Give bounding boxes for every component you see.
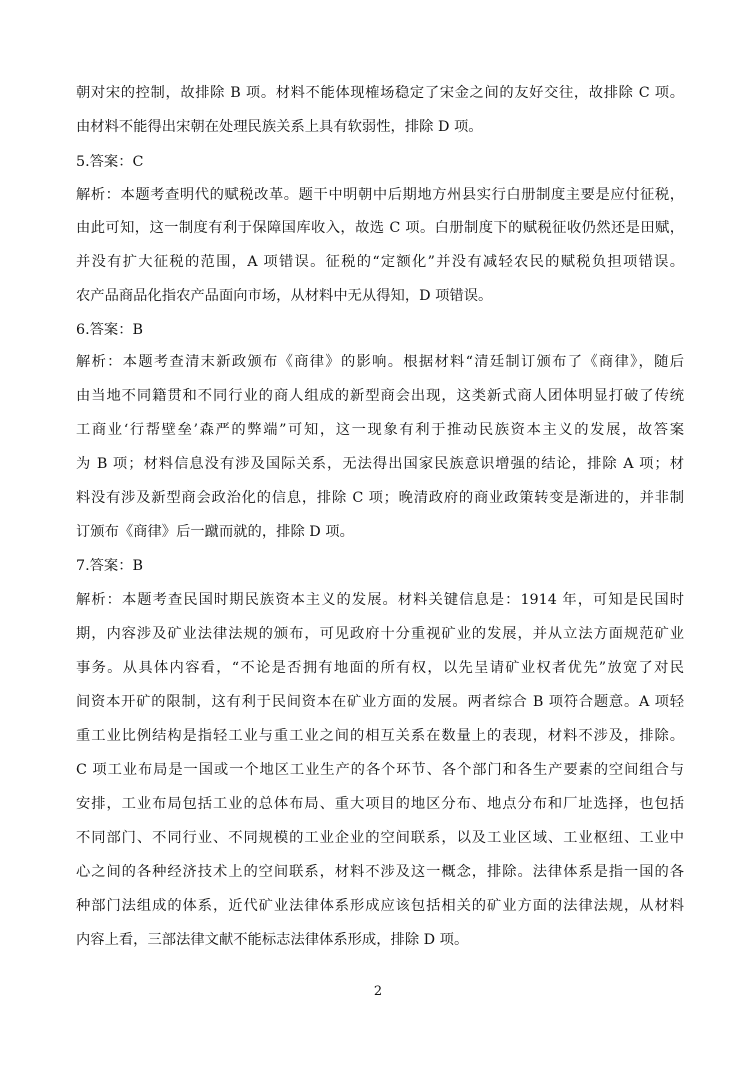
page-number: 2 — [373, 984, 383, 999]
text-line: 为 B 项；材料信息没有涉及国际关系，无法得出国家民族意识增强的结论，排除 A 项；材 — [76, 456, 684, 472]
answer-heading-6: 6.答案：B — [76, 322, 144, 338]
answer-heading-5: 5.答案：C — [76, 154, 144, 170]
text-line: 心之间的各种经济技术上的空间联系，材料不涉及这一概念，排除。法律体系是指一国的各 — [76, 864, 684, 880]
text-line: 重工业比例结构是指轻工业与重工业之间的相互关系在数量上的表现，材料不涉及，排除。 — [76, 728, 684, 744]
text-line: C 项工业布局是一国或一个地区工业生产的各个环节、各个部门和各生产要素的空间组合与 — [76, 762, 684, 778]
text-line: 朝对宋的控制，故排除 B 项。材料不能体现榷场稳定了宋金之间的友好交往，故排除 C 项。 — [76, 85, 684, 101]
text-line: 间资本开矿的限制，这有利于民间资本在矿业方面的发展。两者综合 B 项符合题意。A 项轻 — [76, 694, 684, 710]
text-line: 解析：本题考查清末新政颁布《商律》的影响。根据材料“清廷制订颁布了《商律》，随后 — [76, 354, 684, 370]
text-line: 料没有涉及新型商会政治化的信息，排除 C 项；晚清政府的商业政策转变是渐进的，并非制 — [76, 490, 684, 506]
text-line: 由此可知，这一制度有利于保障国库收入，故选 C 项。白册制度下的赋税征收仍然还是田赋， — [76, 220, 684, 236]
text-line: 种部门法组成的体系，近代矿业法律体系形成应该包括相关的矿业方面的法律法规，从材料 — [76, 898, 684, 914]
text-line: 解析：本题考查民国时期民族资本主义的发展。材料关键信息是：1914 年，可知是民国时 — [76, 592, 684, 608]
text-line: 解析：本题考查明代的赋税改革。题干中明朝中后期地方州县实行白册制度主要是应付征税， — [76, 187, 684, 203]
text-line: 由当地不同籍贯和不同行业的商人组成的新型商会出现，这类新式商人团体明显打破了传统 — [76, 388, 684, 404]
answer-heading-7: 7.答案：B — [76, 558, 144, 574]
text-line: 工商业‘行帮壁垒’森严的弊端”可知，这一现象有利于推动民族资本主义的发展，故答案 — [76, 422, 684, 438]
text-line: 安排，工业布局包括工业的总体布局、重大项目的地区分布、地点分布和厂址选择，也包括 — [76, 796, 684, 812]
text-line: 内容上看，三部法律文献不能标志法律体系形成，排除 D 项。 — [76, 932, 469, 948]
text-line: 事务。从具体内容看，“不论是否拥有地面的所有权，以先呈请矿业权者优先”放宽了对民 — [76, 660, 684, 676]
text-line: 订颁布《商律》后一蹴而就的，排除 D 项。 — [76, 524, 354, 540]
text-line: 期，内容涉及矿业法律法规的颁布，可见政府十分重视矿业的发展，并从立法方面规范矿业 — [76, 626, 684, 642]
text-line: 并没有扩大征税的范围，A 项错误。征税的“定额化”并没有减轻农民的赋税负担项错误。 — [76, 254, 684, 270]
text-line: 不同部门、不同行业、不同规模的工业企业的空间联系，以及工业区域、工业枢纽、工业中 — [76, 830, 684, 846]
text-line: 农产品商品化指农产品面向市场，从材料中无从得知，D 项错误。 — [76, 288, 493, 304]
text-line: 由材料不能得出宋朝在处理民族关系上具有软弱性，排除 D 项。 — [76, 119, 483, 135]
